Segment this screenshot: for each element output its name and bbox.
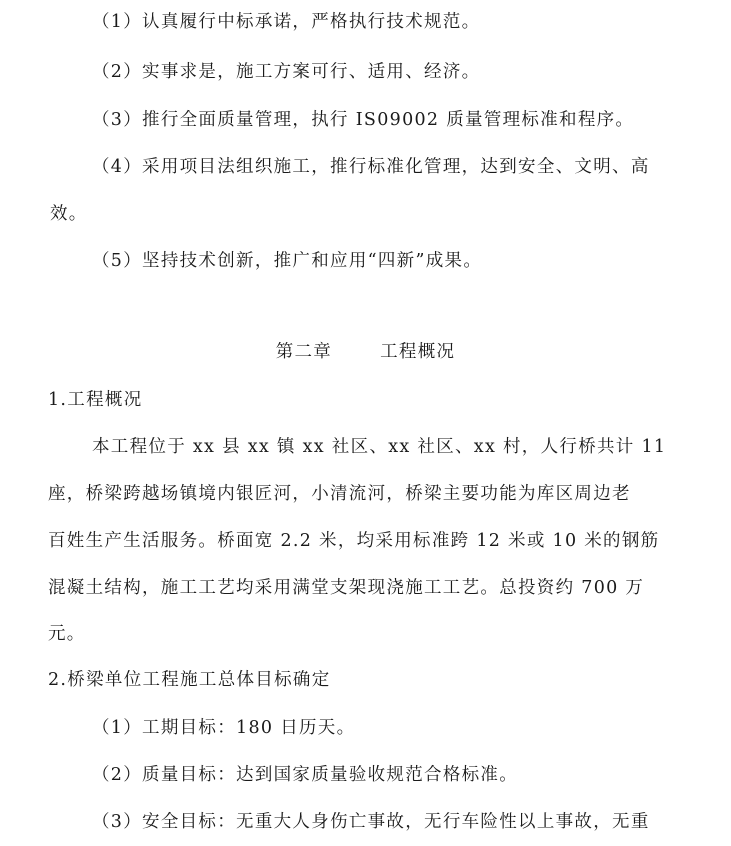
- chapter-number: 第二章: [275, 342, 333, 362]
- principle-item-3: （3）推行全面质量管理，执行 IS09002 质量管理标准和程序。: [92, 110, 635, 130]
- overview-paragraph-line-5: 元。: [48, 624, 86, 644]
- principle-item-5: （5）坚持技术创新，推广和应用“四新”成果。: [92, 251, 483, 271]
- goal-item-3: （3）安全目标：无重大人身伤亡事故，无行车险性以上事故，无重: [92, 812, 650, 832]
- goal-item-1: （1）工期目标：180 日历天。: [92, 718, 356, 738]
- overview-paragraph-line-1: 本工程位于 xx 县 xx 镇 xx 社区、xx 社区、xx 村，人行桥共计 11: [92, 437, 667, 457]
- principle-item-4-continuation: 效。: [50, 204, 88, 224]
- overview-paragraph-line-3: 百姓生产生活服务。桥面宽 2.2 米，均采用标准跨 12 米或 10 米的钢筋: [48, 531, 660, 551]
- principle-item-1: （1）认真履行中标承诺，严格执行技术规范。: [92, 12, 481, 32]
- chapter-title: 工程概况: [380, 342, 456, 362]
- section-1-heading: 1.工程概况: [48, 390, 143, 410]
- chapter-heading: [0, 340, 731, 364]
- goal-item-2: （2）质量目标：达到国家质量验收规范合格标准。: [92, 765, 519, 785]
- overview-paragraph-line-4: 混凝土结构，施工工艺均采用满堂支架现浇施工工艺。总投资约 700 万: [48, 578, 645, 598]
- principle-item-2: （2）实事求是，施工方案可行、适用、经济。: [92, 62, 481, 82]
- section-2-heading: 2.桥梁单位工程施工总体目标确定: [48, 670, 331, 690]
- principle-item-4: （4）采用项目法组织施工，推行标准化管理，达到安全、文明、高: [92, 157, 650, 177]
- overview-paragraph-line-2: 座，桥梁跨越场镇境内银匠河，小清流河，桥梁主要功能为库区周边老: [48, 484, 631, 504]
